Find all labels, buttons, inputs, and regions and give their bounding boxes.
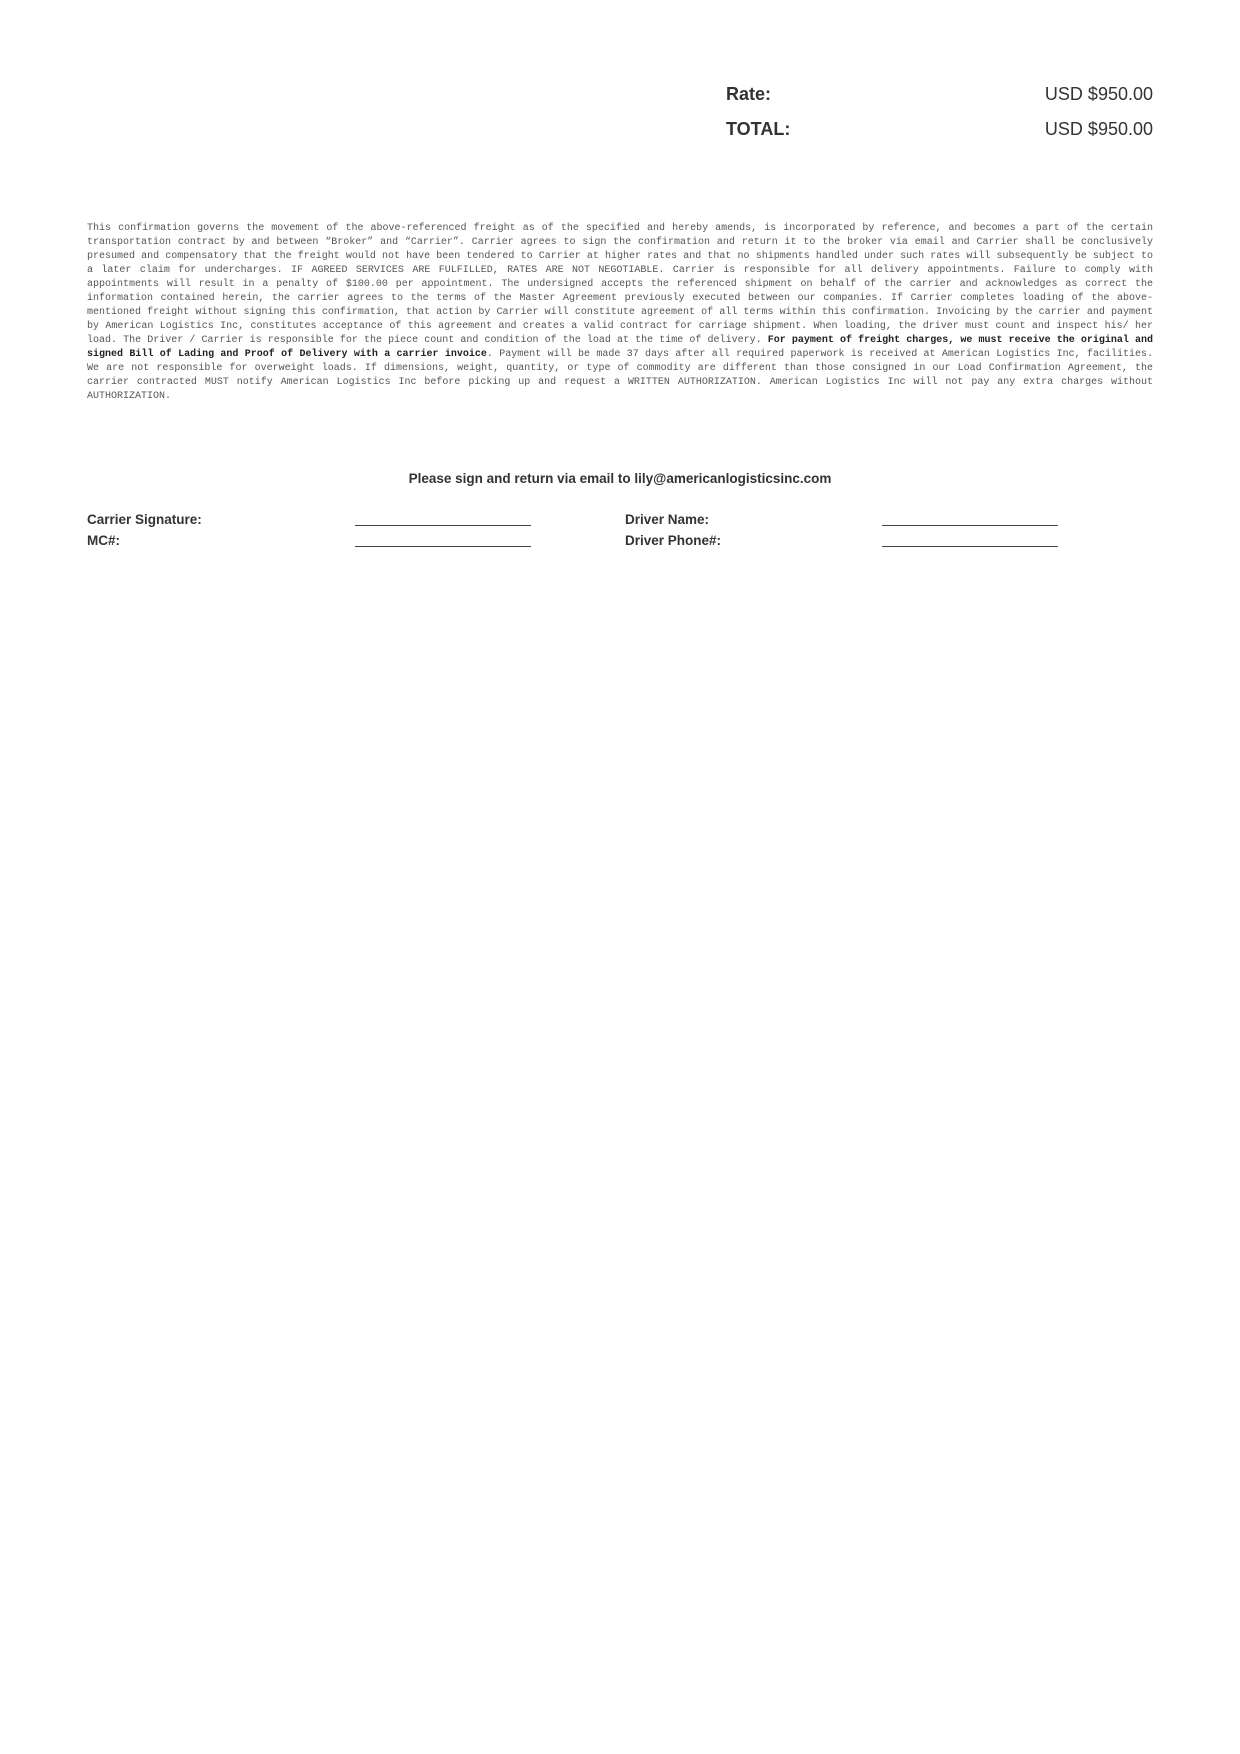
driver-name-label: Driver Name:: [625, 512, 710, 527]
mc-number-line[interactable]: [355, 533, 531, 550]
rate-summary: [726, 84, 1153, 154]
driver-phone-label: Driver Phone#:: [625, 533, 722, 548]
total-row: [726, 119, 1153, 154]
rate-value: USD $950.00: [1044, 84, 1153, 104]
payment-requirement-text: For payment of freight charges, we must receive the original and signed Bill of Lading and Proof of Delivery with a carrier invoice: [87, 335, 1153, 360]
sign-return-instruction: Please sign and return via email to lily@americanlogisticsinc.com: [408, 471, 832, 486]
mc-number-label: MC#:: [87, 533, 120, 548]
driver-phone-line[interactable]: [882, 533, 1058, 550]
rate-label: Rate:: [726, 84, 772, 104]
carrier-signature-label: Carrier Signature:: [87, 512, 202, 527]
rate-row: [726, 84, 1153, 119]
total-label: TOTAL:: [726, 119, 791, 139]
terms-and-conditions: [87, 222, 1153, 404]
terms-text: This confirmation governs the movement of the above-referenced freight as of the specified and hereby amends, is incorporated by reference, and becomes a part of the certain transportation contract by and between “Broker” and “Carrier”. Carrier agrees to sign the confirmation and return it to the broker via email and Carrier shall be conclusively presumed and compensatory that the freight would not have been tendered to Carrier at higher rates and that no shipments handled under such rates will subsequently be subject to a later claim for undercharges. IF AGREED SERVICES ARE FULFILLED, RATES ARE NOT NEGOTIABLE. Carrier is responsible for all delivery appointments. Failure to comply with appointments will result in a penalty of $100.00 per appointment. The undersigned accepts the referenced shipment on behalf of the carrier and acknowledges as correct the information contained herein, the carrier agrees to the terms of the Master Agreement previously executed between our companies. If Carrier completes loading of the above-mentioned freight without signing this confirmation, that action by Carrier will constitute agreement of all terms within this confirmation. Invoicing by the carrier and payment by American Logistics Inc, constitutes acceptance of this agreement and creates a valid contract for carriage shipment. When loading, the driver must count and inspect his/ her load. The Driver / Carrier is responsible for the piece count and condition of the load at the time of delivery.: [87, 223, 1153, 346]
driver-name-line[interactable]: [882, 512, 1058, 529]
signature-block: [87, 512, 1153, 554]
carrier-signature-line[interactable]: [355, 512, 531, 529]
total-value: USD $950.00: [1044, 119, 1153, 139]
terms-text-continued: . Payment will be made 37 days after all required paperwork is received at American Logistics Inc, facilities. We are not responsible for overweight loads. If dimensions, weight, quantity, or type of commodity are different than those consigned in our Load Confirmation Agreement, the carrier contracted MUST notify American Logistics Inc before picking up and request a WRITTEN AUTHORIZATION. American Logistics Inc will not pay any extra charges without AUTHORIZATION.: [87, 349, 1153, 402]
signature-row: [87, 533, 1153, 554]
signature-row: [87, 512, 1153, 533]
